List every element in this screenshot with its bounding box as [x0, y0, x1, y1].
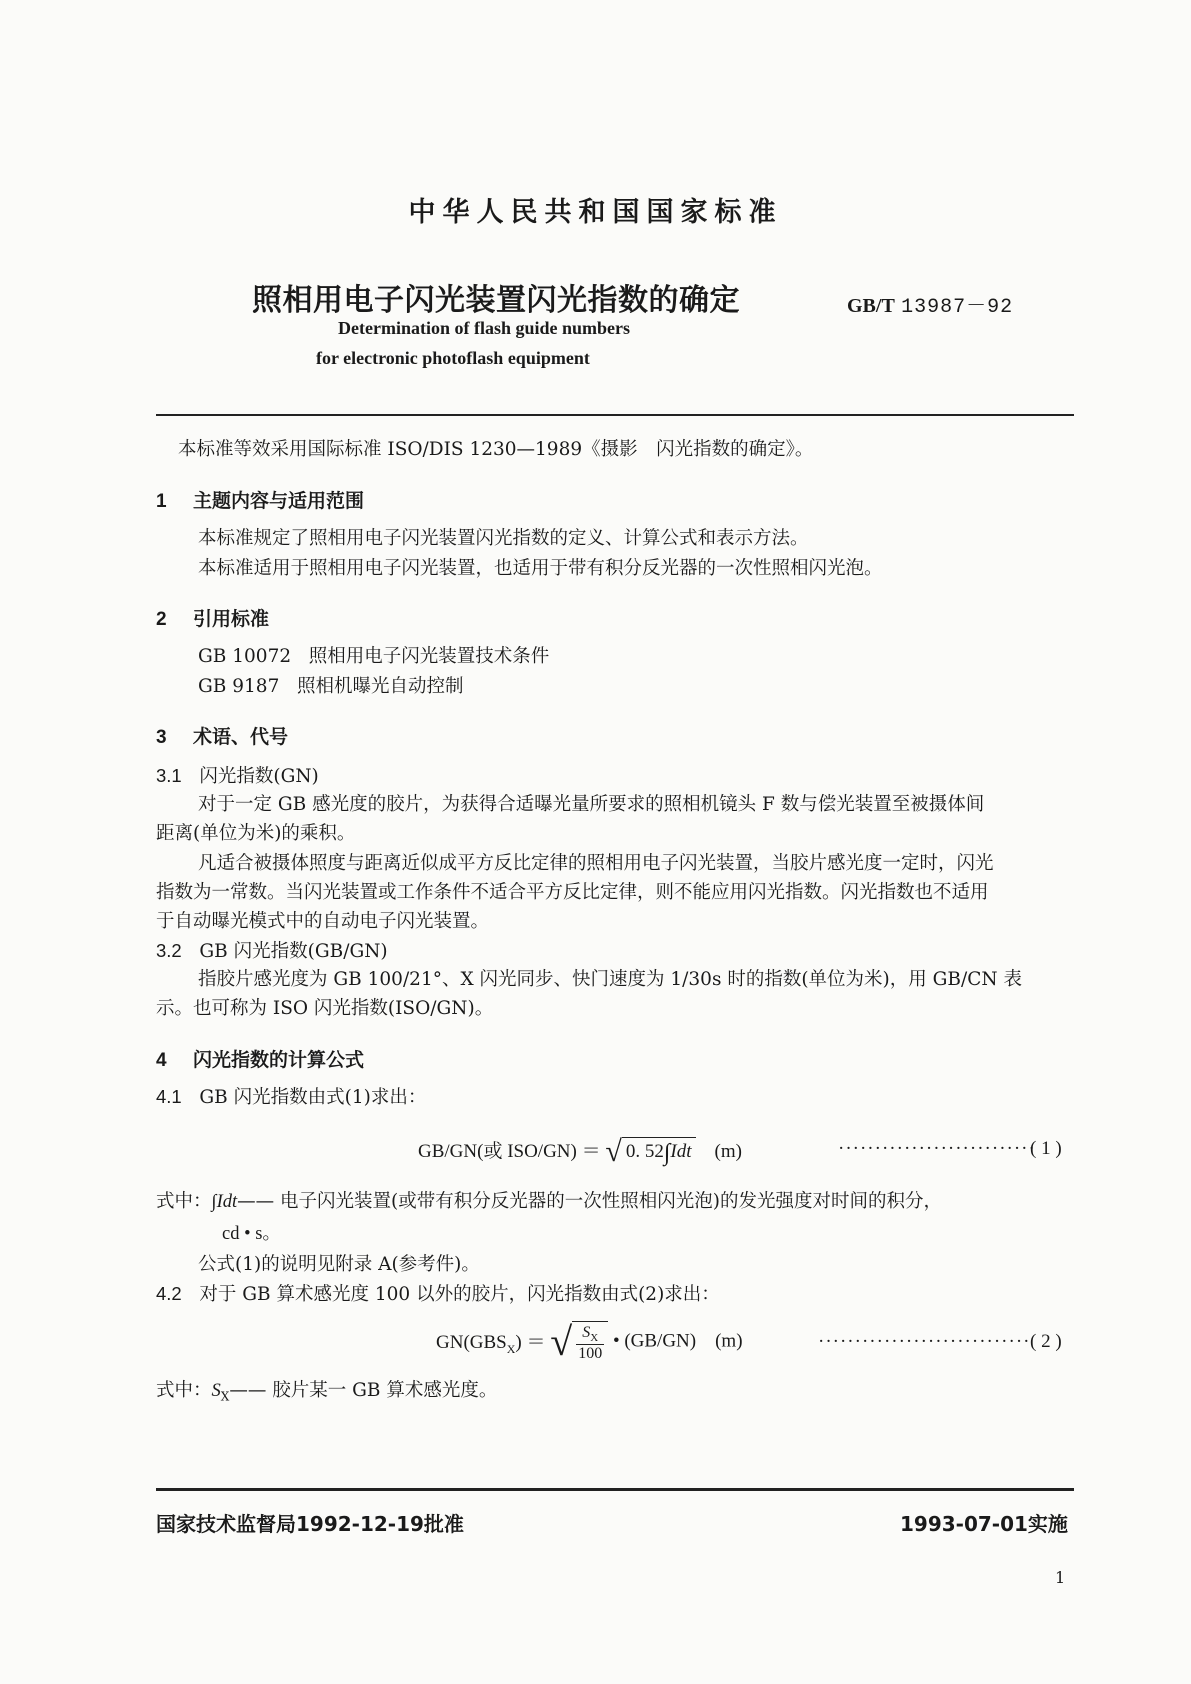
standard-code: [847, 289, 1013, 319]
subsection-3-1-number: 3.1: [156, 765, 182, 786]
section-3-title: 术语、代号: [193, 726, 289, 748]
standard-code-prefix: GB/T: [847, 295, 895, 317]
where-symbol: S: [211, 1381, 221, 1401]
where-label: 式中：: [156, 1380, 212, 1401]
document-title-cn: 照相用电子闪光装置闪光指数的确定: [252, 283, 740, 318]
formula-1-where: [156, 1193, 942, 1212]
header-divider: [156, 414, 1074, 416]
where-definition: —— 电子闪光装置(或带有积分反光器的一次性照相闪光泡)的发光强度对时间的积分，: [237, 1191, 942, 1212]
formula-2-rhs: • (GB/GN): [612, 1330, 697, 1352]
subsection-3-1-title: 闪光指数(GN): [199, 766, 319, 787]
reference-name: 照相机曝光自动控制: [297, 676, 464, 697]
formula-2-fraction: [576, 1324, 604, 1363]
formula-1-leader-dots: ···························: [838, 1138, 1036, 1159]
formula-2-numerator-subscript: X: [590, 1331, 599, 1344]
formula-2-number: ( 2 ): [1030, 1331, 1062, 1352]
subsection-3-1-paragraph-1-line-2: 距离(单位为米)的乘积。: [156, 823, 356, 844]
footer-divider: [156, 1488, 1074, 1491]
section-4-heading: [156, 1045, 364, 1072]
section-3-number: 3: [156, 727, 167, 748]
effective-date: 1993-07-01实施: [900, 1512, 1068, 1536]
section-4-title: 闪光指数的计算公式: [193, 1049, 365, 1071]
formula-2-numerator: [576, 1324, 604, 1345]
subsection-3-1-paragraph-2-line-3: 于自动曝光模式中的自动电子闪光装置。: [156, 911, 490, 932]
subsection-4-2: [156, 1285, 720, 1305]
subsection-3-1-paragraph-2-line-2: 指数为一常数。当闪光装置或工作条件不适合平方反比定律，则不能应用闪光指数。闪光指数也不适用: [156, 882, 989, 903]
section-1-number: 1: [156, 491, 167, 512]
national-standard-heading: 中华人民共和国国家标准: [408, 197, 783, 228]
sqrt-icon: √: [550, 1319, 573, 1364]
standard-code-number: 13987－92: [901, 296, 1014, 319]
intro-paragraph: 本标准等效采用国际标准 ISO/DIS 1230—1989《摄影 闪光指数的确定》。: [178, 439, 814, 460]
formula-2-denominator: 100: [578, 1344, 603, 1362]
subsection-3-1-heading: [156, 767, 319, 787]
reference-item: [198, 648, 549, 667]
formula-2-lhs: [436, 1331, 546, 1356]
formula-2-lhs-end: ) ＝: [515, 1331, 546, 1353]
section-2-title: 引用标准: [193, 608, 270, 630]
where-definition: —— 胶片某一 GB 算术感光度。: [229, 1380, 498, 1401]
subsection-3-1-paragraph-2-line-1: 凡适合被摄体照度与距离近似成平方反比定律的照相用电子闪光装置，当胶片感光度一定时，闪光: [198, 853, 994, 874]
reference-name: 照相用电子闪光装置技术条件: [308, 646, 550, 667]
reference-item: [198, 678, 464, 697]
where-symbol: ∫Idt: [211, 1192, 238, 1212]
section-4-number: 4: [156, 1050, 167, 1071]
subsection-3-2-heading: [156, 942, 388, 962]
formula-2-lhs-subscript: X: [506, 1341, 516, 1356]
section-1-heading: [156, 486, 364, 513]
subsection-3-1-paragraph-1-line-1: 对于一定 GB 感光度的胶片，为获得合适曝光量所要求的照相机镜头 F 数与偿光装置至被摄体间: [198, 794, 985, 815]
subsection-4-2-text: 对于 GB 算术感光度 100 以外的胶片，闪光指数由式(2)求出：: [199, 1284, 720, 1305]
subsection-3-2-number: 3.2: [156, 940, 182, 961]
subsection-3-2-paragraph-line-1: 指胶片感光度为 GB 100/21°、X 闪光同步、快门速度为 1/30s 时的指数(单位为米)，用 GB/CN 表: [198, 969, 1022, 990]
section-2-number: 2: [156, 609, 167, 630]
where-label: 式中：: [156, 1191, 212, 1212]
section-1-title: 主题内容与适用范围: [193, 490, 365, 512]
where-symbol-subscript: X: [220, 1389, 230, 1404]
sqrt-icon: √: [605, 1135, 622, 1168]
approval-date: 国家技术监督局1992-12-19批准: [156, 1512, 464, 1536]
section-1-paragraph-2: 本标准适用于照相用电子闪光装置，也适用于带有积分反光器的一次性照相闪光泡。: [198, 558, 883, 579]
reference-code: GB 9187: [198, 676, 280, 697]
subsection-4-1-text: GB 闪光指数由式(1)求出：: [199, 1087, 427, 1108]
formula-2-numerator-symbol: S: [582, 1323, 591, 1341]
formula-1-coefficient: 0. 52: [625, 1141, 664, 1162]
subsection-4-2-number: 4.2: [156, 1283, 182, 1304]
section-2-heading: [156, 604, 269, 631]
reference-code: GB 10072: [198, 646, 292, 667]
formula-2-radicand: [572, 1321, 608, 1363]
formula-2-where: [156, 1382, 497, 1403]
formula-2: [436, 1318, 743, 1365]
document-title-en-line2: for electronic photoflash equipment: [316, 348, 590, 368]
formula-2-unit: (m): [715, 1330, 743, 1352]
document-title-en-line1: Determination of flash guide numbers: [338, 318, 630, 338]
formula-1-radicand: [622, 1137, 696, 1167]
subsection-3-2-title: GB 闪光指数(GB/GN): [199, 941, 388, 962]
formula-1-note: 公式(1)的说明见附录 A(参考件)。: [198, 1254, 480, 1275]
subsection-4-1-number: 4.1: [156, 1086, 182, 1107]
page-number: 1: [1055, 1568, 1066, 1587]
formula-1-unit: (m): [714, 1141, 742, 1162]
formula-1-number: ( 1 ): [1030, 1138, 1062, 1159]
formula-1: [418, 1135, 742, 1169]
formula-1-lhs: GB/GN(或 ISO/GN) ＝: [418, 1141, 601, 1162]
subsection-3-2-paragraph-line-2: 示。也可称为 ISO 闪光指数(ISO/GN)。: [156, 998, 494, 1019]
formula-1-integral-sign: ∫: [663, 1140, 671, 1166]
section-3-heading: [156, 722, 288, 749]
subsection-4-1: [156, 1088, 426, 1108]
section-1-paragraph-1: 本标准规定了照相用电子闪光装置闪光指数的定义、计算公式和表示方法。: [198, 528, 809, 549]
formula-1-unit-note: cd • s。: [222, 1224, 281, 1244]
formula-2-leader-dots: ·····························: [818, 1331, 1031, 1352]
formula-2-lhs-text: GN(GBS: [436, 1331, 507, 1353]
formula-1-integrand: Idt: [670, 1141, 692, 1162]
